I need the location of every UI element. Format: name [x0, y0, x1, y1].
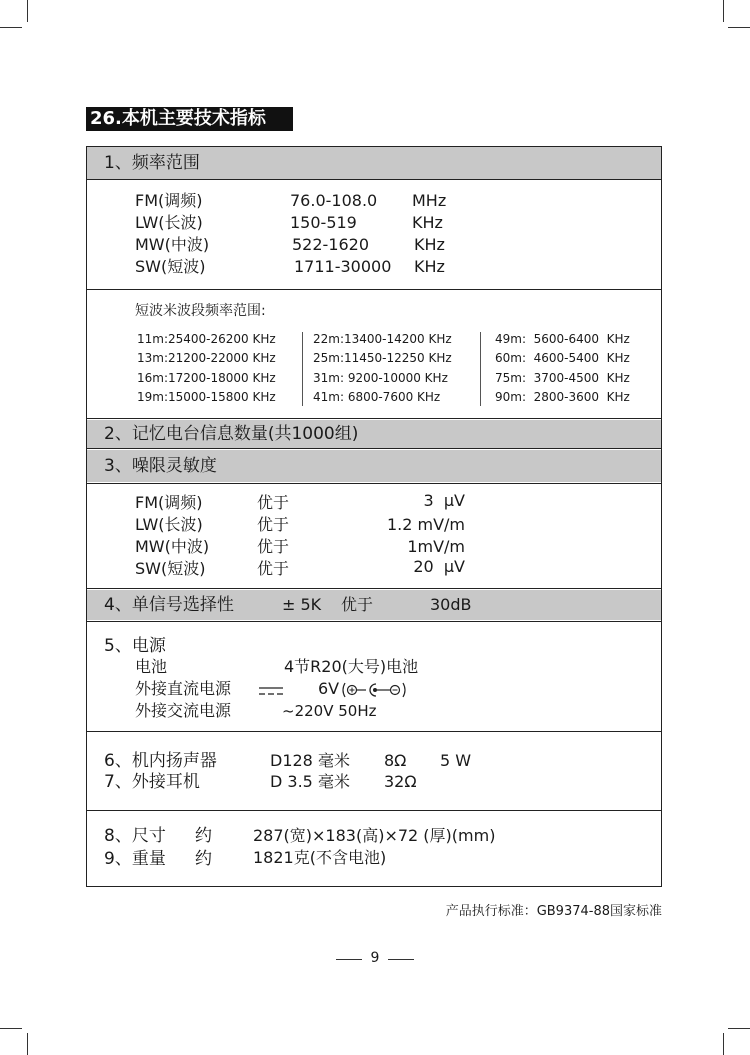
section-power: [87, 623, 661, 730]
earphone-size: D 3.5 毫米: [270, 772, 350, 791]
band-name: LW(长波): [135, 515, 203, 534]
section-selectivity-header: [87, 590, 661, 620]
better-label: 优于: [257, 559, 290, 578]
better-label: 优于: [257, 493, 290, 512]
sensitivity-value: 3 μV: [423, 491, 465, 510]
section-frequency-header: [87, 147, 661, 179]
crop-mark: [0, 27, 22, 28]
crop-mark: [723, 1033, 724, 1055]
speaker-power: 5 W: [440, 751, 472, 770]
page-number-rule: [336, 959, 362, 960]
band-unit: KHz: [414, 235, 445, 254]
sw-band: 60m: 4600-5400 KHz: [495, 351, 630, 365]
divider: [87, 289, 661, 290]
dc-symbol-icon: [258, 685, 284, 697]
spec-table: [86, 146, 662, 887]
section-heading: 2、记忆电台信息数量(共1000组): [104, 424, 359, 444]
size-label: 8、尺寸: [104, 826, 166, 846]
band-unit: MHz: [412, 191, 447, 210]
approx-label: 约: [195, 826, 212, 846]
better-label: 优于: [257, 537, 290, 556]
divider: [87, 588, 661, 589]
band-unit: KHz: [414, 257, 445, 276]
power-label: 电池: [135, 657, 168, 676]
band-unit: KHz: [412, 213, 443, 232]
sw-band: 22m:13400-14200 KHz: [313, 332, 452, 346]
sensitivity-value: 20 μV: [413, 557, 465, 576]
selectivity-value: 30dB: [430, 595, 472, 614]
band-name: FM(调频): [135, 493, 203, 512]
divider: [87, 483, 661, 484]
page-title: 26.本机主要技术指标: [86, 107, 293, 131]
section-heading: 5、电源: [104, 636, 166, 656]
sw-band-table: [87, 291, 661, 418]
divider: [87, 810, 661, 811]
crop-mark: [27, 1033, 28, 1055]
sw-band: 16m:17200-18000 KHz: [137, 371, 276, 385]
band-list: [87, 181, 661, 288]
band-range: 1711-30000: [294, 257, 392, 276]
sw-band: 75m: 3700-4500 KHz: [495, 371, 630, 385]
speaker-label: 6、机内扬声器: [104, 751, 217, 771]
section-heading: 3、噪限灵敏度: [104, 456, 217, 476]
power-value: 6V: [318, 679, 340, 698]
page-number: 9: [370, 950, 380, 966]
section-sensitivity-header: [87, 450, 661, 482]
divider: [87, 621, 661, 622]
tolerance: ± 5K: [282, 595, 322, 614]
crop-mark: [728, 1028, 750, 1029]
size-value: 287(宽)×183(高)×72 (厚)(mm): [253, 826, 496, 845]
sw-heading: 短波米波段频率范围:: [135, 303, 266, 319]
band-name: FM(调频): [135, 191, 203, 210]
sw-band: 13m:21200-22000 KHz: [137, 351, 276, 365]
section-heading: 1、频率范围: [104, 153, 200, 173]
band-name: MW(中波): [135, 235, 210, 254]
divider: [87, 731, 661, 732]
section-heading: 4、单信号选择性: [104, 595, 234, 615]
better-label: 优于: [257, 515, 290, 534]
band-name: MW(中波): [135, 537, 210, 556]
sw-band: 90m: 2800-3600 KHz: [495, 390, 630, 404]
divider: [87, 418, 661, 419]
sensitivity-list: [87, 485, 661, 587]
band-range: 76.0-108.0: [290, 191, 378, 210]
section-audio: [87, 733, 661, 810]
sw-band: 41m: 6800-7600 KHz: [313, 390, 441, 404]
band-name: LW(长波): [135, 213, 203, 232]
crop-mark: [728, 27, 750, 28]
speaker-size: D128 毫米: [270, 751, 350, 770]
section-memory-header: [87, 420, 661, 448]
column-divider: [302, 332, 303, 406]
band-range: 150-519: [290, 213, 357, 232]
sw-band: 25m:11450-12250 KHz: [313, 351, 452, 365]
better-label: 优于: [341, 595, 374, 614]
divider: [87, 448, 661, 449]
approx-label: 约: [195, 849, 212, 869]
weight-value: 1821克(不含电池): [253, 848, 387, 867]
sensitivity-value: 1.2 mV/m: [386, 515, 465, 534]
sw-band: 11m:25400-26200 KHz: [137, 332, 276, 346]
power-label: 外接直流电源: [135, 679, 232, 698]
product-standard: 产品执行标准：GB9374-88国家标准: [445, 904, 662, 919]
band-name: SW(短波): [135, 257, 206, 276]
earphone-label: 7、外接耳机: [104, 772, 200, 792]
divider: [87, 179, 661, 180]
power-value: 4节R20(大号)电池: [284, 657, 419, 676]
sw-band: 49m: 5600-6400 KHz: [495, 332, 630, 346]
power-value: ~220V 50Hz: [282, 702, 377, 720]
polarity-icon: [340, 681, 412, 699]
section-dimensions: [87, 812, 661, 886]
crop-mark: [723, 0, 724, 22]
sw-band: 19m:15000-15800 KHz: [137, 390, 276, 404]
sw-band: 31m: 9200-10000 KHz: [313, 371, 448, 385]
column-divider: [480, 332, 481, 406]
weight-label: 9、重量: [104, 849, 166, 869]
earphone-impedance: 32Ω: [384, 772, 417, 791]
band-name: SW(短波): [135, 559, 206, 578]
speaker-impedance: 8Ω: [384, 751, 407, 770]
band-range: 522-1620: [292, 235, 370, 254]
power-label: 外接交流电源: [135, 701, 232, 720]
sensitivity-value: 1mV/m: [407, 537, 465, 556]
crop-mark: [27, 0, 28, 22]
page-number-rule: [388, 959, 414, 960]
crop-mark: [0, 1028, 22, 1029]
